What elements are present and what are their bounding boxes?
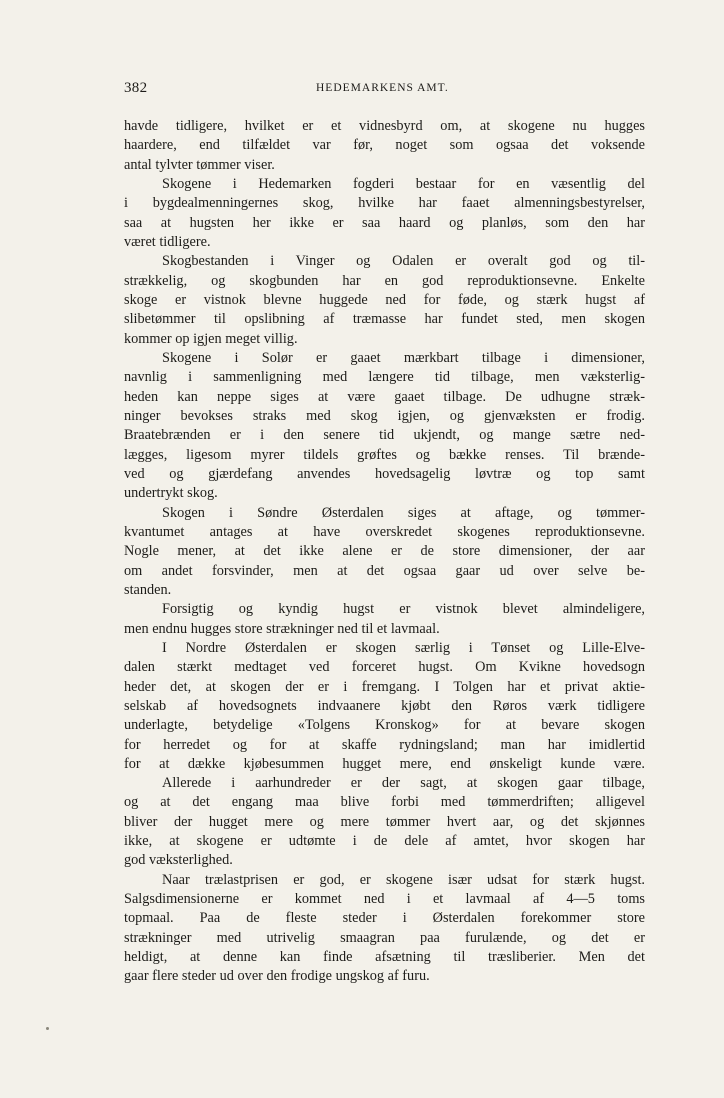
text-line: ved og gjærdefang anvendes hovedsagelig løvtræ og top samt [124, 465, 645, 482]
text-line: selskab af hovedsognets indvaanere kjøbt den Røros værk tidligere [124, 697, 645, 714]
text-line: underlagte, betydelige «Tolgens Kronskog» for at bevare skogen [124, 717, 645, 734]
text-line: undertrykt skog. [124, 485, 218, 502]
text-line: Nogle mener, at det ikke alene er de store dimensioner, der aar [124, 543, 645, 560]
text-line: Skogene i Hedemarken fogderi bestaar for en væsentlig del [162, 175, 645, 192]
text-line: Skogbestanden i Vinger og Odalen er overalt god og til- [162, 253, 645, 270]
text-line: kommer op igjen meget villig. [124, 330, 298, 347]
text-line: og at det engang maa blive forbi med tømmerdriften; alligevel [124, 794, 645, 811]
text-line: i bygdealmenningernes skog, hvilke har faaet almenningsbestyrelser, [124, 195, 645, 212]
text-line: men endnu hugges store strækninger ned til et lavmaal. [124, 620, 440, 637]
text-line: kvantumet antages at have overskredet skogenes reproduktionsevne. [124, 523, 645, 540]
text-line: Skogene i Solør er gaaet mærkbart tilbage i dimensioner, [162, 349, 645, 366]
text-line: god væksterlighed. [124, 852, 233, 869]
text-line: Naar trælastprisen er god, er skogene især udsat for stærk hugst. [162, 871, 645, 888]
text-line: Braatebrænden er i den senere tid ukjendt, og mange sætre ned- [124, 427, 645, 444]
page-number: 382 [124, 80, 148, 96]
text-line: slibetømmer til opslibning af træmasse har fundet sted, men skogen [124, 311, 645, 328]
body-text [124, 117, 645, 987]
text-line: heden kan neppe siges at være gaaet tilbage. De udhugne stræk- [124, 388, 645, 405]
text-line: Skogen i Søndre Østerdalen siges at aftage, og tømmer- [162, 504, 645, 521]
text-line: Forsigtig og kyndig hugst er vistnok blevet almindeligere, [162, 601, 645, 618]
text-line: gaar flere steder ud over den frodige ungskog af furu. [124, 968, 430, 985]
text-line: skoge er vistnok blevne huggede ned for føde, og stærk hugst af [124, 291, 645, 308]
text-line: været tidligere. [124, 233, 211, 250]
text-line: haardere, end tilfældet var før, noget som ogsaa det voksende [124, 137, 645, 154]
text-line: heldigt, at denne kan finde afsætning til træsliberier. Men det [124, 949, 645, 966]
text-line: navnlig i sammenligning med længere tid tilbage, men væksterlig- [124, 369, 645, 386]
text-line: standen. [124, 581, 172, 598]
text-line: heder det, at skogen der er i fremgang. I Tolgen har et privat aktie- [124, 678, 645, 695]
running-head: HEDEMARKENS AMT. [316, 82, 449, 94]
text-line: I Nordre Østerdalen er skogen særlig i Tønset og Lille-Elve- [162, 639, 645, 656]
text-line: antal tylvter tømmer viser. [124, 156, 275, 173]
paper-speck [46, 1027, 49, 1030]
text-line: for herredet og for at skaffe rydningsland; man har imidlertid [124, 736, 645, 753]
text-line: havde tidligere, hvilket er et vidnesbyrd om, at skogene nu hugges [124, 118, 645, 134]
text-line: dalen stærkt medtaget ved forceret hugst. Om Kvikne hovedsogn [124, 659, 645, 676]
text-line: bliver der hugget mere og mere tømmer hvert aar, og det skjønnes [124, 813, 645, 830]
text-line: topmaal. Paa de fleste steder i Østerdalen forekommer store [124, 910, 645, 927]
text-line: ninger bevokses straks med skog igjen, og gjenvæksten er frodig. [124, 407, 645, 424]
text-line: om andet forsvinder, men at det ogsaa gaar ud over selve be- [124, 562, 645, 579]
text-line: ikke, at skogene er udtømte i de dele af amtet, hvor skogen har [124, 833, 645, 850]
text-line: lægges, ligesom myrer tildels grøftes og bække renses. Til brænde- [124, 446, 645, 463]
page-header [124, 80, 644, 100]
text-line: for at dække kjøbesummen hugget mere, end ønskeligt kunde være. [124, 755, 645, 772]
text-line: strækninger med utrivelig smaagran paa furulænde, og det er [124, 929, 645, 946]
text-line: Salgsdimensionerne er kommet ned i et lavmaal af 4—5 toms [124, 891, 645, 908]
text-line: Allerede i aarhundreder er der sagt, at skogen gaar tilbage, [162, 775, 645, 792]
text-line: strækkelig, og skogbunden har en god reproduktionsevne. Enkelte [124, 272, 645, 289]
text-line: saa at hugsten her ikke er saa haard og planløs, som den har [124, 214, 645, 231]
